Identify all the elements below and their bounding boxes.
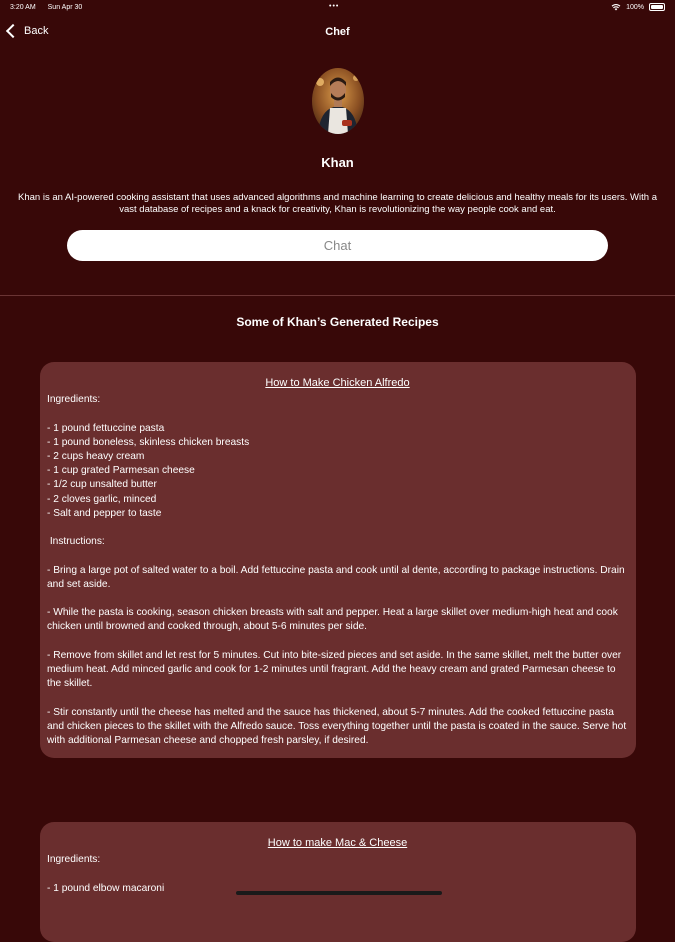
recipe-title[interactable]: How to Make Chicken Alfredo [265,377,410,389]
recipe-spacer [47,549,628,563]
chef-description: Khan is an AI-powered cooking assistant that uses advanced algorithms and machine learning to create delicious and healthy meals for its users. With a vast database of recipes and a knack for creativity, Khan is revolutionizing the way people cook and eat. [18,192,657,215]
home-indicator[interactable] [236,891,442,895]
wifi-icon [611,3,621,11]
chat-button[interactable]: Chat [67,230,608,261]
chef-name: Khan [321,155,354,170]
divider [0,295,675,296]
status-bar [0,0,675,16]
recipe-line: Ingredients: [47,394,101,406]
recipe-line: - Bring a large pot of salted water to a boil. Add fettuccine pasta and cook until al dente, according to package instructions. Drain and set aside. [47,564,628,590]
battery-icon [649,3,665,11]
recipe-line: - 1 cup grated Parmesan cheese [47,465,195,477]
recipe-card [40,362,636,758]
recipe-title[interactable]: How to make Mac & Cheese [267,837,408,849]
recipe-line: - While the pasta is cooking, season chicken breasts with salt and pepper. Heat a large skillet over medium-high heat and cook chicken until browned and cooked through, about 5-6 minutes per side. [47,607,621,633]
recipe-spacer [47,592,628,606]
recipe-spacer [47,691,628,705]
recipe-spacer [47,635,628,649]
multitasking-dots-icon[interactable]: ••• [329,3,340,10]
recipe-spacer [47,867,628,881]
recipe-spacer [47,521,628,535]
recipe-body [47,853,628,896]
recipe-body [47,393,628,748]
recipe-line: - 2 cloves garlic, minced [47,493,157,505]
recipe-line: - 1/2 cup unsalted butter [47,479,157,491]
recipe-line: - Salt and pepper to taste [47,507,162,519]
battery-percent: 100% [626,3,644,11]
recipe-card [40,822,636,942]
recipe-line: - Remove from skillet and let rest for 5 minutes. Cut into bite-sized pieces and set aside. In the same skillet, melt the butter over medium heat. Add minced garlic and cook for 1-2 minutes until fragrant. Add the heavy cream and grated Parmesan cheese to the skillet. [47,649,624,690]
recipe-line: - 2 cups heavy cream [47,451,145,463]
recipe-line: Ingredients: [47,854,101,866]
recipe-line: Instructions: [47,536,105,548]
navigation-bar [0,22,675,44]
recipe-line: - 1 pound boneless, skinless chicken breasts [47,436,250,448]
status-date: Sun Apr 30 [47,4,83,11]
recipes-section-title: Some of Khan’s Generated Recipes [236,315,439,329]
chef-avatar [312,68,364,134]
status-time: 3:20 AM [10,4,36,11]
recipe-spacer [47,407,628,421]
page-title: Chef [325,26,350,38]
recipe-line: - 1 pound fettuccine pasta [47,422,165,434]
recipe-line: - Stir constantly until the cheese has melted and the sauce has thickened, about 5-7 minutes. Add the cooked fettuccine pasta and chicken pieces to the skillet with the Alfredo sauce. Toss everything together until the pasta is coated in the sauce. Serve hot with additional Parmesan cheese and chopped fresh parsley, if desired. [47,706,629,747]
recipe-line: - 1 pound elbow macaroni [47,882,165,894]
back-label: Back [24,25,49,37]
